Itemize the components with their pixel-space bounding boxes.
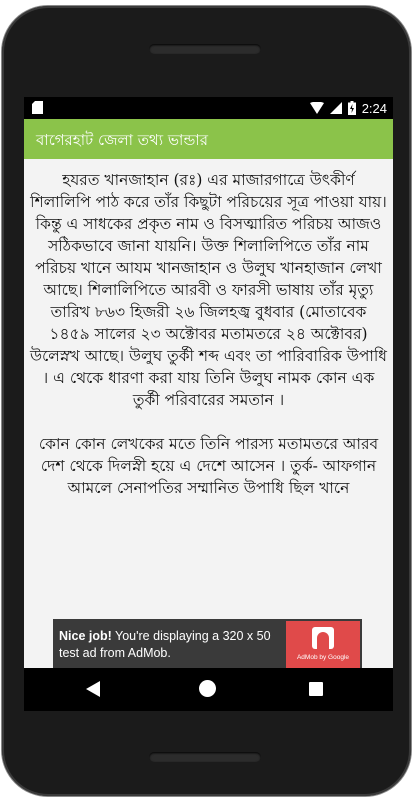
home-icon[interactable] — [199, 680, 216, 697]
article-paragraph-1: হযরত খানজাহান (রঃ) এর মাজারগাত্রে উৎকীর্ণ শিলালিপি পাঠ করে তাঁর কিছুটা পরিচয়ের সূত্র পাওয়া যায়। কিন্তু এ সাধকের প্রকৃত নাম ও বিসত্মারিত পরিচয় আজও সঠিকভাবে জানা যায়নি। উক্ত শিলালিপিতে তাঁর নাম পরিচয় খানে আযম খানজাহান ও উলুঘ খানহাজান লেখা আছে। শিলালিপিতে আরবী ও ফারসী ভাষায় তাঁর মৃত্যু তারিখ ৮৬৩ হিজরী ২৬ জিলহজ্ব বুধবার (মোতাবেক ১৪৫৯ সালের ২৩ অক্টোবর মতামতরে ২৪ অক্টোবর) উলেস্নখ আছে। উলুঘ তুর্কী শব্দ এবং তা পারিবারিক উপাধি । এ থেকে ধারণা করা যায় তিনি উলুঘ নামক কোন এক তুর্কী পরিবারের সমতান । — [30, 171, 387, 409]
bottom-speaker-grille — [149, 752, 261, 762]
admob-logo[interactable] — [286, 621, 360, 668]
article-paragraph-2: কোন কোন লেখকের মতে তিনি পারস্য মতামতরে আরব দেশ থেকে দিলস্নী হয়ে এ দেশে আসেন । তুর্ক- আফগান আমলে সেনাপতির সম্মানিত উপাধি ছিল খানে — [38, 435, 379, 497]
ad-body: You're displaying a 320 x 50 test ad from AdMob. — [59, 628, 271, 660]
ad-headline: Nice job! — [59, 628, 112, 643]
battery-charging-icon — [348, 101, 356, 115]
ad-text — [53, 628, 286, 662]
admob-logo-label: AdMob by Google — [296, 654, 350, 661]
ad-banner[interactable] — [53, 619, 362, 670]
signal-icon — [330, 102, 342, 114]
article-content[interactable] — [24, 159, 393, 668]
recent-apps-icon[interactable] — [309, 682, 323, 696]
app-title: বাগেরহাট জেলা তথ্য ভান্ডার — [36, 131, 208, 149]
top-speaker-grille — [149, 44, 261, 54]
navigation-bar — [24, 668, 393, 711]
screen — [24, 97, 393, 711]
phone-frame — [2, 6, 411, 796]
sd-card-icon — [32, 101, 43, 114]
status-bar — [24, 97, 393, 119]
back-icon[interactable] — [86, 681, 100, 697]
admob-icon — [312, 627, 334, 649]
wifi-icon — [310, 102, 324, 114]
app-bar — [24, 119, 393, 159]
status-time: 2:24 — [361, 100, 387, 116]
